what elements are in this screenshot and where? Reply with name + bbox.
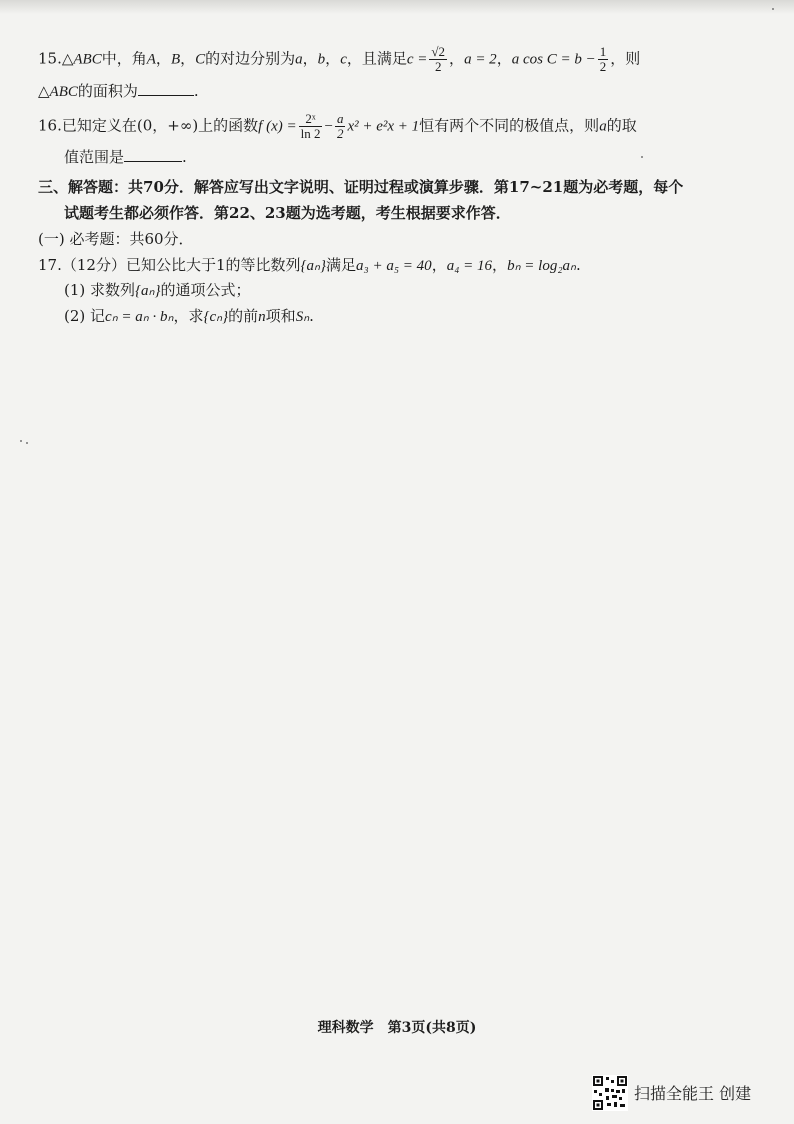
question-17-part-1: (1) 求数列{aₙ}的通项公式； xyxy=(64,281,251,299)
q15-triangle: ABC xyxy=(73,51,102,68)
q15-fraction-one-half: $\frac{1}{2}$ xyxy=(599,44,607,74)
q15-acosc: a cos C = b − xyxy=(511,51,596,68)
q15-a-equals-2: a = 2 xyxy=(464,51,497,68)
question-16-line-1: 16.已知定义在(0，+∞)上的函数f (x) = $\frac{\text{2ˣ}}{\ln 2}$ − $\frac{a}{2}$ x² + e²x + 1恒有两个不同的极值点，则a的取 xyxy=(38,111,637,141)
q16-number: 16.已知定义在(0，+∞)上的函数 xyxy=(38,116,259,135)
scan-speck xyxy=(26,442,28,444)
section-3-heading-line-1: 三、解答题：共70分．解答应写出文字说明、证明过程或演算步骤．第17~21题为必考题，每个 xyxy=(38,178,684,196)
question-17-stem: 17.（12分）已知公比大于1的等比数列{aₙ}满足a₃ + a₅ = 40，a₄ = 16，bₙ = log₂aₙ. xyxy=(38,256,581,274)
scan-speck xyxy=(641,156,643,158)
q16-fraction-a-over-2: $\frac{a}{2}$ xyxy=(336,111,344,141)
question-16-line-2: 值范围是 . xyxy=(64,148,187,166)
section-3-heading-line-2: 试题考生都必须作答．第22、23题为选考题，考生根据要求作答． xyxy=(64,204,511,222)
question-17-part-2: (2) 记cₙ = aₙ · bₙ，求{cₙ}的前n项和Sₙ. xyxy=(64,307,314,325)
q15-answer-blank[interactable] xyxy=(138,81,194,96)
q17-number: 17.（12分）已知公比大于1的等比数列 xyxy=(38,256,301,274)
q16-fraction-2x-over-ln2: $\frac{\text{2ˣ}}{\ln 2}$ xyxy=(300,111,321,141)
page-footer: 理科数学 第3页(共8页) xyxy=(317,1020,477,1036)
scan-edge-shadow xyxy=(0,0,794,14)
q15-c-equation: c = xyxy=(406,51,428,68)
q16-answer-blank[interactable] xyxy=(124,147,182,162)
qr-code-icon xyxy=(592,1075,628,1111)
scan-speck xyxy=(20,440,22,442)
scan-speck xyxy=(772,8,774,10)
q15-fraction-sqrt2-over-2: $\frac{√2}{2}$ xyxy=(431,44,446,74)
question-15-line-1: 15.△ABC中，角A，B，C的对边分别为a，b，c，且满足c = $\frac{√2}{2}$ ，a = 2，a cos C = b − $\frac{1}{2}$ ，则 xyxy=(38,44,641,74)
question-15-line-2: △ABC的面积为 . xyxy=(38,82,199,100)
scanner-watermark: 扫描全能王 创建 xyxy=(634,1084,752,1103)
q15-number: 15.△ xyxy=(38,49,74,68)
section-3-subheading: (一) 必考题：共60分． xyxy=(38,230,194,248)
